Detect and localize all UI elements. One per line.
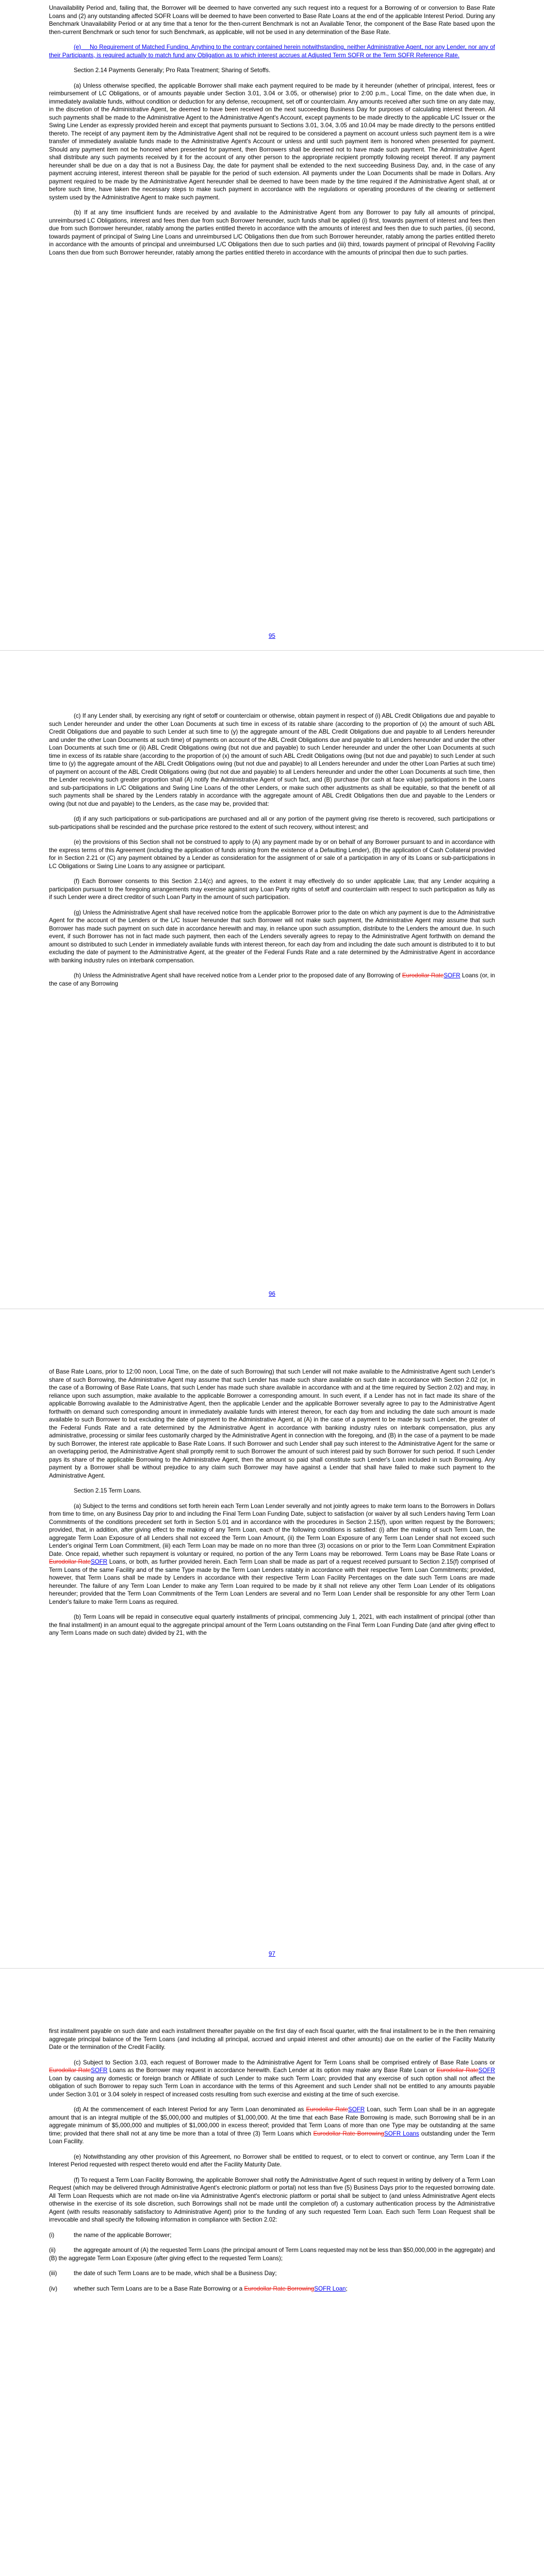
text-run: Loan by causing any domestic or foreign branch or Affiliate of such Lender to make such Term Loan; provided that any exercise of such option shall not affect the obligation of such Borrower to repay such Term Loan in accordance with the terms of this Agreement and such Lender shall not be entitled to any amounts payable under Section 3.01 or 3.04 solely in respect of increased costs resulting from such exercise and existing at the time of such exercise. bbox=[49, 2075, 495, 2098]
list-item-text: whether such Term Loans are to be a Base Rate Borrowing or a bbox=[74, 2285, 244, 2292]
paragraph-2-15-a bbox=[49, 1502, 495, 1606]
paragraph-2-15-d bbox=[49, 2106, 495, 2146]
text-run: (d) At the commencement of each Interest Period for any Term Loan denominated as bbox=[74, 2106, 306, 2113]
page-96 bbox=[49, 712, 495, 995]
text-run: Loan, such Term Loan shall be in an aggregate amount that is an integral multiple of the $5,000,000 and multiples of $1,000,000. At the time that each Base Rate Borrowing is made, such Borrowing shall be in an aggregate minimum of $5,000,000 and multiples of $1,000,000 in excess thereof; provided that Term Loans of more than one Type may be outstanding at the same time; provided that there shall not at any time be more than a total of three (3) Term Loans which bbox=[49, 2106, 495, 2137]
paragraph-label: (e) bbox=[74, 44, 81, 50]
deleted-text: Eurodollar Rate Borrowing bbox=[313, 2130, 384, 2137]
page-divider bbox=[0, 1968, 544, 1969]
inserted-text: SOFR bbox=[443, 972, 460, 979]
list-item-label: (iii) bbox=[49, 2270, 57, 2277]
deleted-text: Eurodollar Rate bbox=[49, 2067, 91, 2074]
paragraph-2-14-e: (e) the provisions of this Section shall not be construed to apply to (A) any payment made by or on behalf of any Borrower pursuant to and in accordance with the express terms of this Agreement (including the application of funds arising from the existence of a Defaulting Lender), (B) the application of Cash Collateral provided for in Section 2.21 or (C) any payment obtained by a Lender as consideration for the assignment of or sale of a participation in any of its Loans or sub-participations in LC Obligations or Swing Line Loans to any assignee or participant. bbox=[49, 839, 495, 870]
text-run: Loans (or, in the case of any Borrowing bbox=[49, 972, 495, 987]
deleted-text: Eurodollar Rate bbox=[306, 2106, 348, 2113]
list-item bbox=[49, 2285, 495, 2293]
page-number-95[interactable]: 95 bbox=[269, 633, 275, 639]
page-number-97[interactable]: 97 bbox=[269, 1951, 275, 1957]
paragraph-2-15-b: (b) Term Loans will be repaid in consecutive equal quarterly installments of principal, commencing July 1, 2021, with each installment of principal (other than the final installment) in an amount equal to the aggregate principal amount of the Term Loans outstanding on the Final Term Loan Funding Date (and after giving effect to any Term Loans made on such date) divided by 21, with the bbox=[49, 1614, 495, 1636]
list-item-text: the name of the applicable Borrower; bbox=[74, 2231, 172, 2239]
text-run: Loans, or both, as further provided herein. Each Term Loan shall be made as part of a request received pursuant to Section 2.15(f) comprised of Term Loans of the same Facility and of the same Type made by the Term Loan Lenders ratably in accordance with their respective Term Loan Commitments; provided, however, that Term Loans shall be made by Lenders in accordance with their respective Term Loan Facility Percentages on the date such Term Loans are made hereunder. The failure of any Term Loan Lender to make any Term Loan required to be made by it shall not relieve any other Term Loan Lender of its obligations hereunder; provided that the Term Loan Commitments of the Term Loan Lenders are several and no Term Loan Lender shall be responsible for any other Term Loan Lender's failure to make Term Loans as required. bbox=[49, 1558, 495, 1605]
list-item-text: the aggregate amount of (A) the requested Term Loans (the principal amount of Term Loans requested may not be less than $50,000,000 in the aggregate) and (B) the aggregate Term Loan Exposure (after giving effect to the requested Term Loans); bbox=[49, 2247, 495, 2262]
paragraph-2-15-b-continued: first installment payable on such date and each installment thereafter payable on the first day of each fiscal quarter, with the final installment to be in the then remaining aggregate principal balance of the Term Loans (and including all principal, accrued and unpaid interest and other amounts) due on the earlier of the Facility Maturity Date or the termination of the Credit Facility. bbox=[49, 2028, 495, 2050]
list-item-label: (i) bbox=[49, 2231, 55, 2239]
inserted-text: SOFR Loans bbox=[384, 2130, 419, 2137]
paragraph-2-14-f: (f) Each Borrower consents to this Section 2.14(c) and agrees, to the extent it may effectively do so under applicable Law, that any Lender acquiring a participation pursuant to the foregoing arrangements may exercise against any Loan Party rights of setoff and counterclaim with respect to such participation as fully as if such Lender were a direct creditor of such Loan Party in the amount of such participation. bbox=[49, 878, 495, 901]
inserted-text: SOFR bbox=[90, 1558, 108, 1565]
deleted-text: Eurodollar Rate Borrowing bbox=[244, 2285, 315, 2292]
inserted-text: SOFR bbox=[91, 2067, 108, 2074]
paragraph-unavailability: Unavailability Period and, failing that, the Borrower will be deemed to have converted any such request into a request for a Borrowing of or conversion to Base Rate Loans and (2) any outstanding affected SOFR Loans will be deemed to have been converted to Base Rate Loans at the end of the applicable Interest Period. During any Benchmark Unavailability Period or at any time that a tenor for the then-current Benchmark is not an Available Tenor, the component of the Base Rate based upon the then-current Benchmark or such tenor for such Benchmark, as applicable, will not be used in any determination of the Base Rate. bbox=[49, 5, 495, 36]
section-2-15-heading: Section 2.15 Term Loans. bbox=[74, 1487, 142, 1494]
page-98 bbox=[49, 2027, 495, 2300]
paragraph-text: No Requirement of Matched Funding. Anything to the contrary contained herein notwithstanding, neither Administrative Agent, nor any Lender, nor any of their Participants, is required actually to match fund any Obligation as to which interest accrues at Adjusted Term SOFR or the Term SOFR Reference Rate. bbox=[49, 44, 495, 59]
text-run: (h) Unless the Administrative Agent shall have received notice from a Lender prior to the proposed date of any Borrowing of bbox=[74, 972, 402, 979]
inserted-text: SOFR bbox=[478, 2067, 496, 2074]
deleted-text: Eurodollar Rate bbox=[402, 972, 444, 979]
text-run: outstanding under the Term Loan Facility. bbox=[49, 2130, 495, 2145]
paragraph-2-14-a: (a) Unless otherwise specified, the applicable Borrower shall make each payment required to be made by it hereunder (whether of principal, interest, fees or reimbursement of LC Obligations, or of amounts payable under Section 3.01, 3.04 or 3.05, or otherwise) prior to 2:00 p.m., Local Time, on the date when due, in immediately available funds, without condition or deduction for any defense, recoupment, set off or counterclaim. Any amounts received after such time on any date may, in the discretion of the Administrative Agent, be deemed to have been received on the next succeeding Business Day for purposes of calculating interest thereon. All such payments shall be made to the Administrative Agent to the Administrative Agent's Account, except payments to be made directly to the applicable L/C Issuer or the Swing Line Lender as expressly provided herein and except that payments pursuant to Sections 3.01, 3.04, 3.05 and 10.04 may be made directly to the persons entitled thereto. The receipt of any payment item by the Administrative Agent shall not be required to be considered a payment on account unless such payment item is a wire transfer of immediately available funds made to the Administrative Agent's Account or unless and until such payment item is honored when presented for payment. Should any payment item not be honored when presented for payment, then Borrowers shall be deemed not to have made such payment. The Administrative Agent shall distribute any such payments received by it for the account of any other person to the appropriate recipient promptly following receipt thereof. If any payment hereunder shall be due on a day that is not a Business Day, the date for payment shall be extended to the next succeeding Business Day, and, in the case of any payment accruing interest, interest thereon shall be payable for the period of such extension. All payments under the Loan Documents shall be made in Dollars. Any payment required to be made by the Administrative Agent hereunder shall be deemed to have been made by the time required if the Administrative Agent shall, at or before such time, have taken the necessary steps to make such payment in accordance with the regulations or operating procedures of the clearing or settlement system used by the Administrative Agent to make such payment. bbox=[49, 82, 495, 201]
list-item bbox=[49, 2269, 495, 2278]
paragraph-2-15-e: (e) Notwithstanding any other provision of this Agreement, no Borrower shall be entitled to request, or to elect to convert or continue, any Term Loan if the Interest Period requested with respect thereto would end after the Facility Maturity Date. bbox=[49, 2153, 495, 2168]
paragraph-2-14-g: (g) Unless the Administrative Agent shall have received notice from the applicable Borrower prior to the date on which any payment is due to the Administrative Agent for the account of the Lenders or the L/C Issuer hereunder that such Borrower will not make such payment, the Administrative Agent may assume that such Borrower has made such payment on such date in accordance herewith and may, in reliance upon such assumption, distribute to the Lenders the amount due. In such event, if such Borrower has not in fact made such payment, then each of the Lenders severally agrees to repay to the Administrative Agent forthwith on demand the amount so distributed to such Lender in immediately available funds with interest thereon, for each day from and including the date such amount is distributed to it to but excluding the date of payment to the Administrative Agent, at the greater of the Federal Funds Rate and a rate determined by the Administrative Agent in accordance with banking industry rules on interbank compensation. bbox=[49, 909, 495, 964]
page-97 bbox=[49, 1368, 495, 1645]
text-run: (c) Subject to Section 3.03, each request of Borrower made to the Administrative Agent for Term Loans shall be comprised entirely of Base Rate Loans or bbox=[74, 2059, 495, 2066]
section-2-14-heading: Section 2.14 Payments Generally; Pro Rata Treatment; Sharing of Setoffs. bbox=[74, 67, 271, 74]
text-run: Loans as the Borrower may request in accordance herewith. Each Lender at its option may make any Base Rate Loan or bbox=[107, 2067, 437, 2074]
paragraph-2-15-c bbox=[49, 2059, 495, 2099]
paragraph-2-14-h bbox=[49, 972, 495, 988]
deleted-text: Eurodollar Rate bbox=[436, 2067, 479, 2074]
page-number-96[interactable]: 96 bbox=[269, 1291, 275, 1297]
text-run: ; bbox=[345, 2285, 348, 2292]
paragraph-2-13-e bbox=[49, 43, 495, 59]
list-item-label: (ii) bbox=[49, 2247, 56, 2253]
list-item-label: (iv) bbox=[49, 2285, 58, 2292]
page-divider bbox=[0, 650, 544, 651]
list-item bbox=[49, 2246, 495, 2262]
text-run: (a) Subject to the terms and conditions set forth herein each Term Loan Lender severally and not jointly agrees to make term loans to the Borrowers in Dollars from time to time, on any Business Day prior to and including the Final Term Loan Funding Date, subject to satisfaction (or waiver by all such Lenders having Term Loan Commitments of the conditions precedent set forth in Section 5.01 and in accordance with the procedures in Section 2.15(f), upon written request by the Borrowers; provided, that, in addition, after giving effect to the making of any Term Loan, each of the following conditions is satisfied: (i) after the making of such Term Loan, the aggregate Term Loan Exposure of all Lenders shall not exceed the Term Loan Amount, (ii) the Term Loan Exposure of any Term Loan Lender shall not exceed such Lender's original Term Loan Commitment, (iii) each Term Loan may be made on no more than three (3) occasions on or prior to the Term Loan Commitment Expiration Date. Once repaid, whether such repayment is voluntary or required, no portion of the any Term Loans may be reborrowed. Term Loans may be Base Rate Loans or bbox=[49, 1502, 495, 1557]
inserted-text: SOFR Loan bbox=[314, 2285, 346, 2292]
inserted-text: SOFR bbox=[348, 2106, 365, 2113]
list-item bbox=[49, 2231, 495, 2240]
list-item-text: the date of such Term Loans are to be made, which shall be a Business Day; bbox=[74, 2270, 277, 2277]
paragraph-2-14-h-continued: of Base Rate Loans, prior to 12:00 noon, Local Time, on the date of such Borrowing) that such Lender will not make available to the Administrative Agent such Lender's share of such Borrowing, the Administrative Agent may assume that such Lender has made such share available on such date in accordance with Section 2.02 (or, in the case of a Borrowing of Base Rate Loans, that such Lender has made such share available in accordance with and at the time required by Section 2.02) and may, in reliance upon such assumption, make available to the applicable Borrower a corresponding amount. In such event, if a Lender has not in fact made its share of the applicable Borrowing available to the Administrative Agent, then the applicable Lender and the applicable Borrower severally agree to pay to the Administrative Agent forthwith on demand such corresponding amount in immediately available funds with interest thereon, for each day from and including the date such amount is made available to such Borrower to but excluding the date of payment to the Administrative Agent, at (A) in the case of a payment to be made by such Lender, the greater of the Federal Funds Rate and a rate determined by the Administrative Agent in accordance with banking industry rules on interbank compensation, plus any administrative, processing or similar fees customarily charged by the Administrative Agent in connection with the foregoing, and (B) in the case of a payment to be made by such Borrower, the interest rate applicable to Base Rate Loans. If such Borrower and such Lender shall pay such interest to the Administrative Agent for the same or an overlapping period, the Administrative Agent shall promptly remit to such Borrower the amount of such interest paid by such Borrower for such period. If such Lender pays its share of the applicable Borrowing to the Administrative Agent, then the amount so paid shall constitute such Lender's Loan included in such Borrowing. Any payment by a Borrower shall be without prejudice to any claim such Borrower may have against a Lender that shall have failed to make such payment to the Administrative Agent. bbox=[49, 1368, 495, 1479]
paragraph-2-14-c: (c) If any Lender shall, by exercising any right of setoff or counterclaim or otherwise, obtain payment in respect of (i) ABL Credit Obligations due and payable to such Lender hereunder and under the other Loan Documents at such time in excess of its ratable share (according to the proportion of (x) the amount of such ABL Credit Obligations due and payable to such Lender at such time to (y) the aggregate amount of the ABL Credit Obligations due and payable to all Lenders hereunder and under the other Loan Documents at such time) of payments on account of the ABL Credit Obligations due and payable to all Lenders hereunder and under the other Loan Documents at such time or (ii) ABL Credit Obligations owing (but not due and payable) to such Lender hereunder and under the other Loan Documents at such time in excess of its ratable share (according to the proportion of (x) the amount of such ABL Credit Obligations owing (but not due and payable) to such Lender at such time to (y) the aggregate amount of the ABL Credit Obligations owing (but not due and payable) to all Lenders hereunder and under the other Loan Parties at such time) of payment on account of the ABL Credit Obligations owing (but not due and payable) to all Lenders hereunder and under the other Loan Documents at such time, then the Lender receiving such greater proportion shall (A) notify the Administrative Agent of such fact, and (B) purchase (for cash at face value) participations in the Loans and sub-participations in L/C Obligations and Swing Line Loans of the other Lenders, or make such other adjustments as shall be equitable, so that the benefit of all such payments shall be shared by the Lenders ratably in accordance with the aggregate amount of ABL Credit Obligations then due and payable to the Lenders or owing (but not due and payable) to the Lenders, as the case may be, provided that: bbox=[49, 713, 495, 807]
paragraph-2-15-f: (f) To request a Term Loan Facility Borrowing, the applicable Borrower shall notify the Administrative Agent of such request in writing by delivery of a Term Loan Request (which may be delivered through Administrative Agent's electronic platform or portal) not less than five (5) Business Days prior to the requested borrowing date. All Term Loan Requests which are not made on-line via Administrative Agent's electronic platform or portal shall be subject to (and unless Administrative Agent elects otherwise in the exercise of its sole discretion, such Borrowings shall not be made until the completion of) a customary authentication process by the Administrative Agent (with results reasonably satisfactory to Administrative Agent) prior to the funding of any such requested Term Loan. Each such Term Loan Request shall be irrevocable and shall specify the following information in compliance with Section 2.02: bbox=[49, 2176, 495, 2223]
deleted-text: Eurodollar Rate bbox=[49, 1558, 91, 1565]
page-95 bbox=[49, 4, 495, 264]
paragraph-2-14-b: (b) If at any time insufficient funds are received by and available to the Administrative Agent from any Borrower to pay fully all amounts of principal, unreimbursed LC Obligations, interest and fees then due from such Borrower hereunder, such funds shall be applied (i) first, towards payment of interest and fees then due from such Borrower hereunder, ratably among the parties entitled thereto in accordance with the amounts of interest and fees then due to such parties, (ii) second, towards payment of principal of Swing Line Loans and unreimbursed L/C Obligations then due from such Borrower hereunder, ratably among the parties entitled thereto in accordance with the amounts of principal and unreimbursed L/C Obligations then due to such parties and (iii) third, towards payment of principal of Revolving Facility Loans then due from such Borrower hereunder, ratably among the parties entitled thereto in accordance with the amounts of principal then due to such parties. bbox=[49, 209, 495, 256]
paragraph-2-14-d: (d) if any such participations or sub-participations are purchased and all or any portion of the payment giving rise thereto is recovered, such participations or sub-participations shall be rescinded and the purchase price restored to the extent of such recovery, without interest; and bbox=[49, 816, 495, 831]
